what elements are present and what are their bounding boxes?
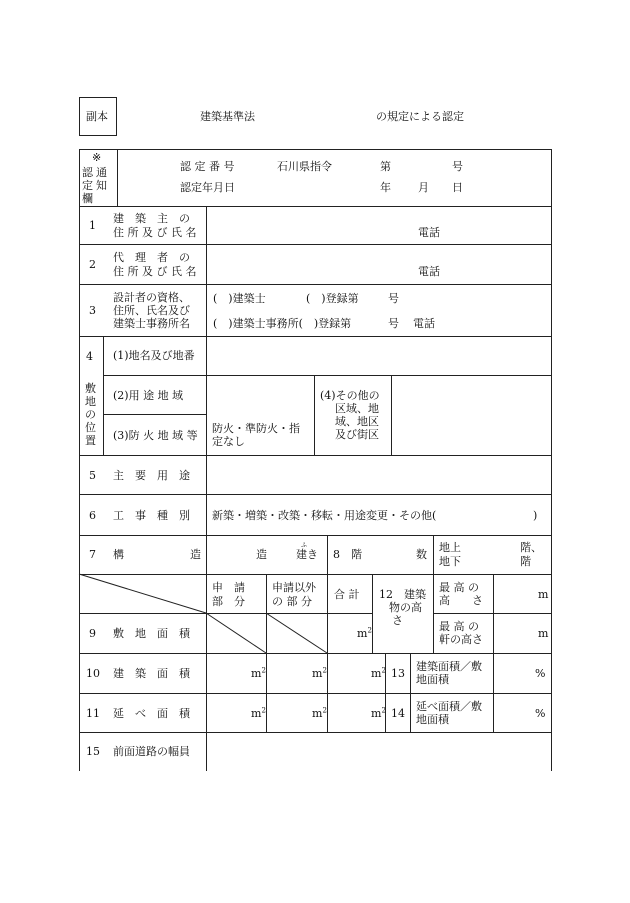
row6-num: 6 (89, 509, 96, 522)
row11-unit-2: $m^2$ (312, 706, 327, 720)
row1-label1: 建 築 主 の (113, 212, 190, 225)
area-eave2: 軒の高さ (439, 633, 483, 646)
row8-kai1: 階、 (520, 541, 542, 554)
law-name: 建築基準法 (200, 110, 255, 123)
row1-num: 1 (89, 219, 96, 232)
cert-mark: ※ (92, 151, 102, 164)
row3-v2b: 号 (388, 317, 399, 330)
area-max-h2: 高 さ (439, 594, 483, 607)
area-h-shinsei2: 部 分 (212, 595, 245, 608)
cert-day: 日 (452, 181, 463, 194)
area-max-h-unit: m (538, 588, 549, 601)
row3-label2: 住所、氏名及び (113, 304, 190, 317)
row3-v1b: ( )登録第 (306, 292, 359, 305)
row14-pct: % (535, 707, 546, 720)
row6-value: 新築・増築・改築・移転・用途変更・その他( (212, 509, 437, 522)
row7-ki: 建き (296, 548, 318, 561)
row1-tel: 電話 (418, 226, 440, 239)
row4-b: (2)用 途 地 域 (113, 389, 184, 402)
row2-tel: 電話 (418, 265, 440, 278)
row8-label: 8 階 (333, 548, 362, 561)
law-suffix: の規定による認定 (376, 110, 464, 123)
row5-label: 主 要 用 途 (113, 469, 190, 482)
area-h-total: 合 計 (334, 588, 360, 601)
row11-num: 11 (86, 707, 100, 720)
cert-month: 月 (418, 181, 429, 194)
row10-num: 10 (86, 667, 100, 680)
row3-v2c: 電話 (413, 317, 435, 330)
cert-date-label: 認定年月日 (180, 181, 235, 194)
row8-chika: 地下 (439, 555, 461, 568)
row3-v2a: ( )建築士事務所( )登録第 (213, 317, 352, 330)
area-r12-3: さ (392, 614, 403, 627)
cert-year: 年 (380, 181, 391, 194)
row13-label1: 建築面積／敷 (416, 660, 482, 673)
row14-num: 14 (391, 707, 405, 720)
row4-d2: 区域、地 (335, 402, 379, 415)
row7-zou: 造 (256, 548, 267, 561)
row5-num: 5 (89, 469, 96, 482)
row9-label: 敷 地 面 積 (113, 627, 190, 640)
area-r12-2: 物の高 (389, 601, 422, 614)
row11-label: 延 べ 面 積 (113, 707, 190, 720)
area-h-igai2: の 部 分 (272, 595, 312, 608)
row14-label2: 地面積 (416, 713, 449, 726)
row3-label1: 設計者の資格、 (113, 291, 190, 304)
row4-d4: 及び街区 (335, 428, 379, 441)
row4-c-val2: 定なし (212, 435, 245, 448)
row10-unit-1: $m^2$ (251, 666, 266, 680)
row4-c-val1: 防火・準防火・指 (212, 422, 300, 435)
cert-prefecture: 石川県指令 (277, 160, 332, 173)
row14-label1: 延べ面積／敷 (416, 700, 482, 713)
cert-dai: 第 (380, 160, 391, 173)
cert-number-label: 認 定 番 号 (180, 160, 235, 173)
row11-unit-1: $m^2$ (251, 706, 266, 720)
row3-v1c: 号 (388, 292, 399, 305)
row6-close: ) (533, 509, 538, 522)
row4-d1: (4)その他の (320, 389, 380, 402)
row13-pct: % (535, 667, 546, 680)
row8-chijo: 地上 (439, 541, 461, 554)
row15-num: 15 (86, 745, 100, 758)
row8-su: 数 (416, 548, 427, 561)
row2-label1: 代 理 者 の (113, 251, 190, 264)
row4-num: 4 (86, 350, 93, 363)
area-eave1: 最 高 の (439, 620, 479, 633)
area-max-h1: 最 高 の (439, 581, 479, 594)
area-eave-unit: m (538, 627, 549, 640)
cert-col-b: 通知 (96, 166, 107, 192)
copy-label: 副本 (86, 110, 108, 123)
area-h-igai1: 申請以外 (272, 581, 316, 594)
row3-num: 3 (89, 304, 96, 317)
row7-label1: 構 (113, 548, 124, 561)
row9-total-unit: $m^2$ (357, 626, 372, 640)
row3-label3: 建築士事務所名 (113, 317, 190, 330)
row9-num: 9 (89, 627, 96, 640)
row4-side-label: 敷地の位置 (85, 382, 96, 447)
row3-v1a: ( )建築士 (213, 292, 266, 305)
row7-num: 7 (89, 548, 96, 561)
area-r12-1: 12 建築 (379, 588, 426, 601)
area-h-shinsei1: 申 請 (212, 581, 245, 594)
row4-d3: 域、地区 (335, 415, 379, 428)
row10-unit-3: $m^2$ (371, 666, 386, 680)
row6-label: 工 事 種 別 (113, 509, 190, 522)
row4-c: (3)防 火 地 域 等 (113, 429, 198, 442)
row15-label: 前面道路の幅員 (113, 745, 190, 758)
row10-unit-2: $m^2$ (312, 666, 327, 680)
cert-col-a: 認定欄 (82, 166, 93, 205)
row7-label2: 造 (190, 548, 201, 561)
row2-label2: 住 所 及 び 氏 名 (113, 265, 197, 278)
row1-label2: 住 所 及 び 氏 名 (113, 226, 197, 239)
row2-num: 2 (89, 258, 96, 271)
row13-label2: 地面積 (416, 673, 449, 686)
row7-ki-ruby: ふ (301, 542, 308, 549)
row4-a: (1)地名及び地番 (113, 349, 195, 362)
row13-num: 13 (391, 667, 405, 680)
row10-label: 建 築 面 積 (113, 667, 190, 680)
row11-unit-3: $m^2$ (371, 706, 386, 720)
row8-kai2: 階 (520, 555, 531, 568)
cert-go: 号 (452, 160, 463, 173)
